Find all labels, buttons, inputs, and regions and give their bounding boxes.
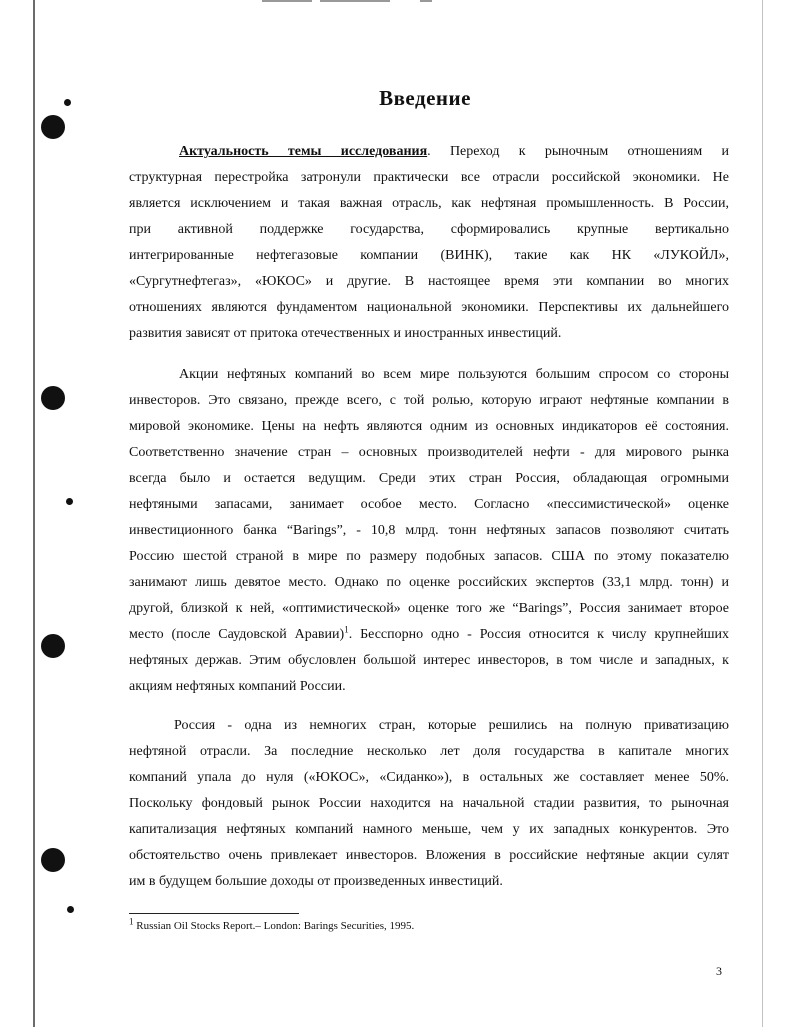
scan-mark: [420, 0, 432, 2]
text-line: занимают лишь девятое место. Однако по оценке российских экспертов (33,1 млрд. тонн) и: [129, 575, 729, 590]
text-line: при активной поддержке государства, сформировались крупные вертикально: [129, 222, 729, 237]
footnote-divider: [129, 913, 299, 914]
text-line: нефтяных держав. Этим обусловлен большой интерес инвесторов, в том числе и западных, к: [129, 653, 729, 668]
text-line: [129, 139, 729, 165]
text-line: Соответственно значение стран – основных производителей нефти - для мирового рынка: [129, 445, 729, 460]
text-segment: . Переход к рыночным отношениям и: [427, 144, 729, 159]
text-line: структурная перестройка затронули практически все отрасли российской экономики. Не: [129, 170, 729, 185]
text-line: им в будущем большие доходы от произведенных инвестиций.: [129, 874, 503, 889]
text-line: всегда было и остается ведущим. Среди этих стран Россия, обладающая огромными: [129, 471, 729, 486]
text-line: нефтяными запасами, занимает особое место. Согласно «пессимистической» оценке: [129, 497, 729, 512]
page-title: Введение: [379, 86, 471, 111]
page-number: 3: [716, 964, 722, 978]
scan-speck: [66, 498, 73, 505]
footnote: [129, 916, 415, 932]
text-line: Россию шестой страной в мире по размеру подобных запасов. США по этому показателю: [129, 549, 729, 564]
text-line: Акции нефтяных компаний во всем мире пользуются большим спросом со стороны: [179, 367, 729, 382]
text-line: инвесторов. Это связано, прежде всего, с той ролью, которую играют нефтяные компании в: [129, 393, 729, 408]
punch-hole: [41, 115, 65, 139]
footnote-text: Russian Oil Stocks Report.– London: Barings Securities, 1995.: [136, 920, 415, 932]
text-line: [129, 622, 729, 648]
footnote-marker: 1: [129, 916, 134, 927]
text-line: другой, близкой к ней, «оптимистической» оценке того же “Barings”, Россия занимает второе: [129, 601, 729, 616]
text-line: развития зависят от притока отечественных и иностранных инвестиций.: [129, 326, 562, 341]
punch-hole: [41, 386, 65, 410]
text-line: мировой экономике. Цены на нефть являются одним из основных индикаторов её состояния.: [129, 419, 729, 434]
punch-hole: [41, 634, 65, 658]
text-line: обстоятельство очень привлекает инвесторов. Вложения в российские нефтяные акции сулят: [129, 848, 729, 863]
text-line: инвестиционного банка “Barings”, - 10,8 млрд. тонн нефтяных запасов позволяют считать: [129, 523, 729, 538]
text-line: интегрированные нефтегазовые компании (ВИНК), такие как НК «ЛУКОЙЛ»,: [129, 248, 729, 263]
text-line: отношениях являются фундаментом национальной экономики. Перспективы их дальнейшего: [129, 300, 729, 315]
text-line: акциям нефтяных компаний России.: [129, 679, 346, 694]
text-segment: . Бесспорно одно - Россия относится к числу крупнейших: [348, 627, 729, 642]
scan-speck: [67, 906, 74, 913]
text-line: компаний упала до нуля («ЮКОС», «Сиданко»), в остальных же составляет менее 50%.: [129, 770, 729, 785]
text-segment: место (после Саудовской Аравии): [129, 627, 345, 642]
text-line: является исключением и такая важная отрасль, как нефтяная промышленность. В России,: [129, 196, 729, 211]
text-line: нефтяной отрасли. За последние несколько лет доля государства в капитале многих: [129, 744, 729, 759]
scan-edge-left: [33, 0, 35, 1027]
text-line: капитализация нефтяных компаний намного меньше, чем у их западных конкурентов. Это: [129, 822, 729, 837]
text-line: Россия - одна из немногих стран, которые решились на полную приватизацию: [174, 718, 729, 733]
topic-heading: Актуальность темы исследования: [179, 144, 428, 159]
scan-mark: [320, 0, 390, 2]
footnote-ref: 1: [344, 624, 349, 635]
scan-edge-right: [762, 0, 763, 1027]
text-line: «Сургутнефтегаз», «ЮКОС» и другие. В настоящее время эти компании во многих: [129, 274, 729, 289]
punch-hole: [41, 848, 65, 872]
text-line: Поскольку фондовый рынок России находится на начальной стадии развития, то рыночная: [129, 796, 729, 811]
scan-mark: [262, 0, 312, 2]
